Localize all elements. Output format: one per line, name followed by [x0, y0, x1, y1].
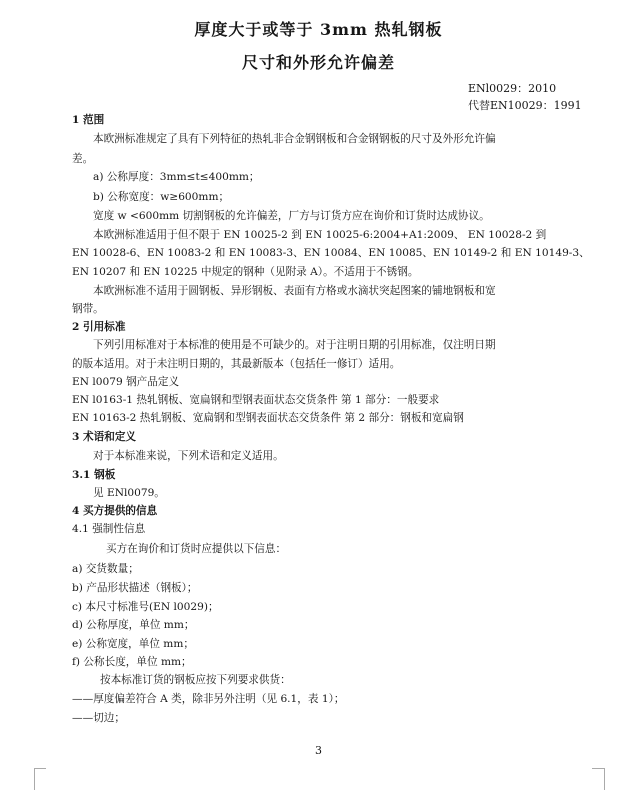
reference-item: EN l0079 钢产品定义: [72, 376, 180, 388]
body-line: 买方在询价和订货时应提供以下信息：: [106, 543, 287, 555]
crop-mark-right: [604, 768, 605, 790]
page-number: 3: [315, 744, 322, 757]
standard-code: ENl0029：2010: [468, 82, 557, 95]
list-item: a) 公称厚度：3mm≤t≤400mm；: [93, 171, 260, 183]
list-item: ——厚度偏差符合 A 类，除非另外注明（见 6.1，表 1）；: [72, 693, 345, 705]
body-line: 本欧洲标准不适用于圆钢板、异形钢板、表面有方格或水滴状突起图案的铺地钢板和宽: [93, 285, 496, 297]
list-item: d) 公称厚度，单位 mm；: [72, 619, 195, 631]
section-heading-buyer-info: 4 买方提供的信息: [72, 505, 158, 517]
list-item: c) 本尺寸标准号(EN l0029)；: [72, 601, 219, 613]
subsection-heading: 4.1 强制性信息: [72, 523, 146, 535]
reference-item: EN 10163-2 热轧钢板、宽扁钢和型钢表面状态交货条件 第 2 部分：钢板和宽扁钢: [72, 412, 464, 424]
body-line: 钢带。: [72, 303, 104, 315]
body-line: EN 10028-6、EN 10083-2 和 EN 10083-3、EN 10084、EN 10085、EN 10149-2 和 EN 10149-3、: [72, 247, 590, 259]
body-line: 本欧洲标准规定了具有下列特征的热轧非合金钢钢板和合金钢钢板的尺寸及外形允许偏: [93, 133, 496, 145]
list-item: ——切边；: [72, 712, 125, 724]
list-item: e) 公称宽度，单位 mm；: [72, 638, 194, 650]
subsection-heading: 3.1 钢板: [72, 469, 116, 481]
body-line: 下列引用标准对于本标准的使用是不可缺少的。对于注明日期的引用标准，仅注明日期: [93, 339, 496, 351]
body-line: 宽度 w <600mm 切割钢板的允许偏差，厂方与订货方应在询价和订货时达成协议。: [93, 210, 490, 222]
title-line-1: 厚度大于或等于 3mm 热轧钢板: [194, 20, 443, 39]
body-line: EN 10207 和 EN 10225 中规定的钢种（见附录 A）。不适用于不锈钢。: [72, 266, 419, 278]
reference-item: EN l0163-1 热轧钢板、宽扁钢和型钢表面状态交货条件 第 1 部分：一般要求: [72, 394, 440, 406]
replaces-standard: 代替EN10029：1991: [468, 99, 582, 112]
crop-mark-left-h: [34, 768, 46, 769]
title-line-2: 尺寸和外形允许偏差: [241, 53, 395, 72]
section-heading-terms: 3 术语和定义: [72, 431, 137, 443]
body-line: 对于本标准来说，下列术语和定义适用。: [93, 450, 284, 462]
body-line: 见 ENl0079。: [93, 487, 165, 499]
list-item: b) 产品形状描述（钢板）；: [72, 582, 198, 594]
body-line: 本欧洲标准适用于但不限于 EN 10025-2 到 EN 10025-6:2004+A1:2009、 EN 10028-2 到: [93, 229, 547, 241]
list-item: f) 公称长度，单位 mm；: [72, 656, 192, 668]
body-line: 按本标准订货的钢板应按下列要求供货：: [100, 674, 291, 686]
list-item: b) 公称宽度：w≥600mm；: [93, 191, 230, 203]
list-item: a) 交货数量；: [72, 563, 139, 575]
crop-mark-left: [34, 768, 35, 790]
section-heading-references: 2 引用标准: [72, 321, 126, 333]
crop-mark-right-h: [592, 768, 604, 769]
body-line: 的版本适用。对于未注明日期的，其最新版本（包括任一修订）适用。: [72, 358, 401, 370]
body-line: 差。: [72, 153, 94, 165]
section-heading-scope: 1 范围: [72, 114, 105, 126]
